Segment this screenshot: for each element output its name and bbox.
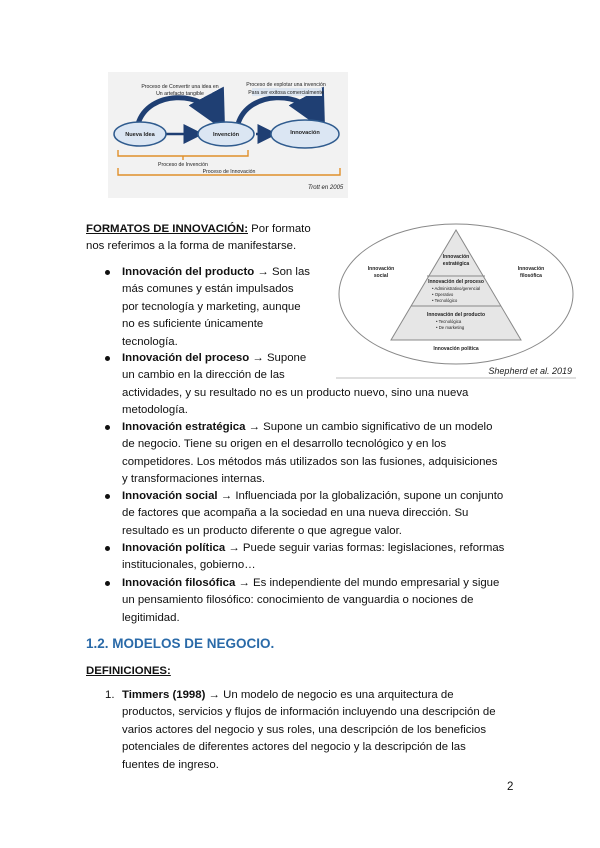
bullet-line: un pensamiento filosófico: conocimiento de vanguardia o nociones de	[122, 594, 474, 607]
bullet-title: Innovación del proceso	[122, 352, 250, 364]
definition-line: productos, servicios y flujos de información incluyendo una descripción de	[122, 706, 496, 719]
bullet-line: → Influenciada por la globalización, supone un conjunto	[217, 490, 504, 502]
arc-label-2b: Para ser exitosa comercialmente	[248, 90, 324, 96]
bullet-line: y transformaciones internas.	[122, 473, 266, 486]
node-1-label: Nueva Idea	[125, 132, 155, 138]
bullet-filosofica	[122, 575, 522, 627]
definition-line: potenciales de diferentes actores del negocio y la descripción de las	[122, 741, 466, 754]
pyramid-middle-item-3: • Tecnológico	[432, 298, 458, 303]
definition-line: varios actores del negocio y sus roles, una descripción de los beneficios	[122, 723, 487, 736]
bullet-line: legitimidad.	[122, 611, 180, 624]
bullet-dot	[105, 494, 110, 499]
bullet-line: → Supone un cambio significativo de un modelo	[245, 421, 493, 433]
bullet-line: → Son las	[254, 266, 310, 278]
arc-label-2a: Proceso de explotar una invención	[246, 82, 326, 88]
pyramid-left-2: social	[373, 273, 389, 279]
bullet-arrow: →	[235, 577, 254, 589]
bullet-line: un cambio en la dirección de las	[122, 369, 285, 382]
definition-line: → Un modelo de negocio es una arquitectura de	[205, 689, 454, 701]
bullet-title: Innovación estratégica	[122, 421, 246, 433]
pyramid-right-2: filosófica	[520, 273, 542, 279]
arc-label-1b: Un artefacto tangible	[156, 91, 204, 97]
bullet-estrategica	[122, 419, 522, 489]
bullet-title: Innovación del producto	[122, 266, 255, 278]
bullet-dot	[105, 356, 110, 361]
bracket-2-label: Proceso de Innovación	[202, 169, 256, 175]
bullet-dot	[105, 546, 110, 551]
bullet-title: Innovación política	[122, 542, 226, 554]
section-heading: 1.2. MODELOS DE NEGOCIO.	[86, 636, 275, 651]
bullet-producto	[122, 264, 342, 351]
bullet-line: competidores. Los métodos más utilizados son las fusiones, adquisiciones	[122, 455, 498, 468]
pyramid-bottom-item-2: • De marketing	[436, 325, 465, 330]
bullet-line: más comunes y están impulsados	[122, 283, 294, 296]
pyramid-base: Innovación política	[433, 346, 479, 352]
list-number: 1.	[105, 689, 115, 701]
figure1-credit: Trott en 2005	[308, 185, 344, 191]
node-2-label: Invención	[212, 132, 240, 138]
pyramid-middle-title: Innovación del proceso	[428, 279, 484, 285]
formatos-intro	[86, 221, 336, 256]
bullet-dot	[105, 270, 110, 275]
bullet-line: no es suficiente únicamente	[122, 318, 264, 331]
pyramid-bottom-item-1: • Tecnológica	[436, 319, 462, 324]
bullet-proceso	[122, 350, 522, 420]
bullet-politica	[122, 540, 522, 575]
bullet-line: → Supone	[249, 352, 307, 364]
definition-timmers	[122, 687, 522, 774]
page-number: 2	[507, 781, 514, 793]
pyramid-bottom-title: Innovación del producto	[426, 312, 486, 318]
pyramid-left-1: Innovación	[367, 266, 395, 272]
bullet-line: resultado es un producto diferente o que agregue valor.	[122, 524, 402, 537]
bullet-line: Es independiente del mundo empresarial y sigue	[253, 577, 500, 589]
formatos-intro-2: nos referimos a la forma de manifestarse.	[86, 240, 297, 253]
pyramid-top-2: estratégica	[442, 261, 470, 267]
bullet-line: tecnología.	[122, 335, 178, 348]
bullet-title: Innovación filosófica	[122, 577, 236, 589]
bullet-line: por tecnología y marketing, aunque	[122, 300, 301, 313]
bracket-1-label: Proceso de Invención	[158, 162, 208, 168]
node-3-label: Innovación	[290, 130, 320, 136]
pyramid-right-1: Innovación	[517, 266, 545, 272]
bullet-title: Innovación social	[122, 490, 218, 502]
bullet-line: actividades, y su resultado no es un producto nuevo, sino una nueva	[122, 386, 469, 399]
figure2-credit: Shepherd et al. 2019	[488, 366, 572, 376]
pyramid-top-1: Innovación	[442, 254, 470, 260]
pyramid-middle-item-1: • Administrativo/gerencial	[432, 286, 481, 291]
bullet-line: → Puede seguir varias formas: legislaciones, reformas	[225, 542, 505, 554]
definiciones-heading: DEFINICIONES:	[86, 665, 171, 677]
definition-line: fuentes de ingreso.	[122, 758, 219, 771]
formatos-intro-1: Por formato	[248, 223, 311, 235]
definition-title: Timmers (1998)	[122, 689, 206, 701]
bullet-line: de factores que acompaña a la sociedad en una nueva dirección. Su	[122, 507, 469, 520]
pyramid-middle-item-2: • Operativo	[432, 292, 454, 297]
bullet-line: institucionales, gobierno…	[122, 559, 256, 572]
bullet-social	[122, 488, 522, 540]
arc-label-1a: Proceso de Convertir una idea en	[141, 84, 219, 90]
bullet-line: de negocio. Tiene su origen en el desarrollo tecnológico y en los	[122, 438, 447, 451]
bullet-dot	[105, 581, 110, 586]
bullet-dot	[105, 425, 110, 430]
bullet-line: metodología.	[122, 404, 188, 417]
formatos-heading: FORMATOS DE INNOVACIÓN:	[86, 223, 248, 235]
figure-innovation-process	[108, 72, 348, 198]
